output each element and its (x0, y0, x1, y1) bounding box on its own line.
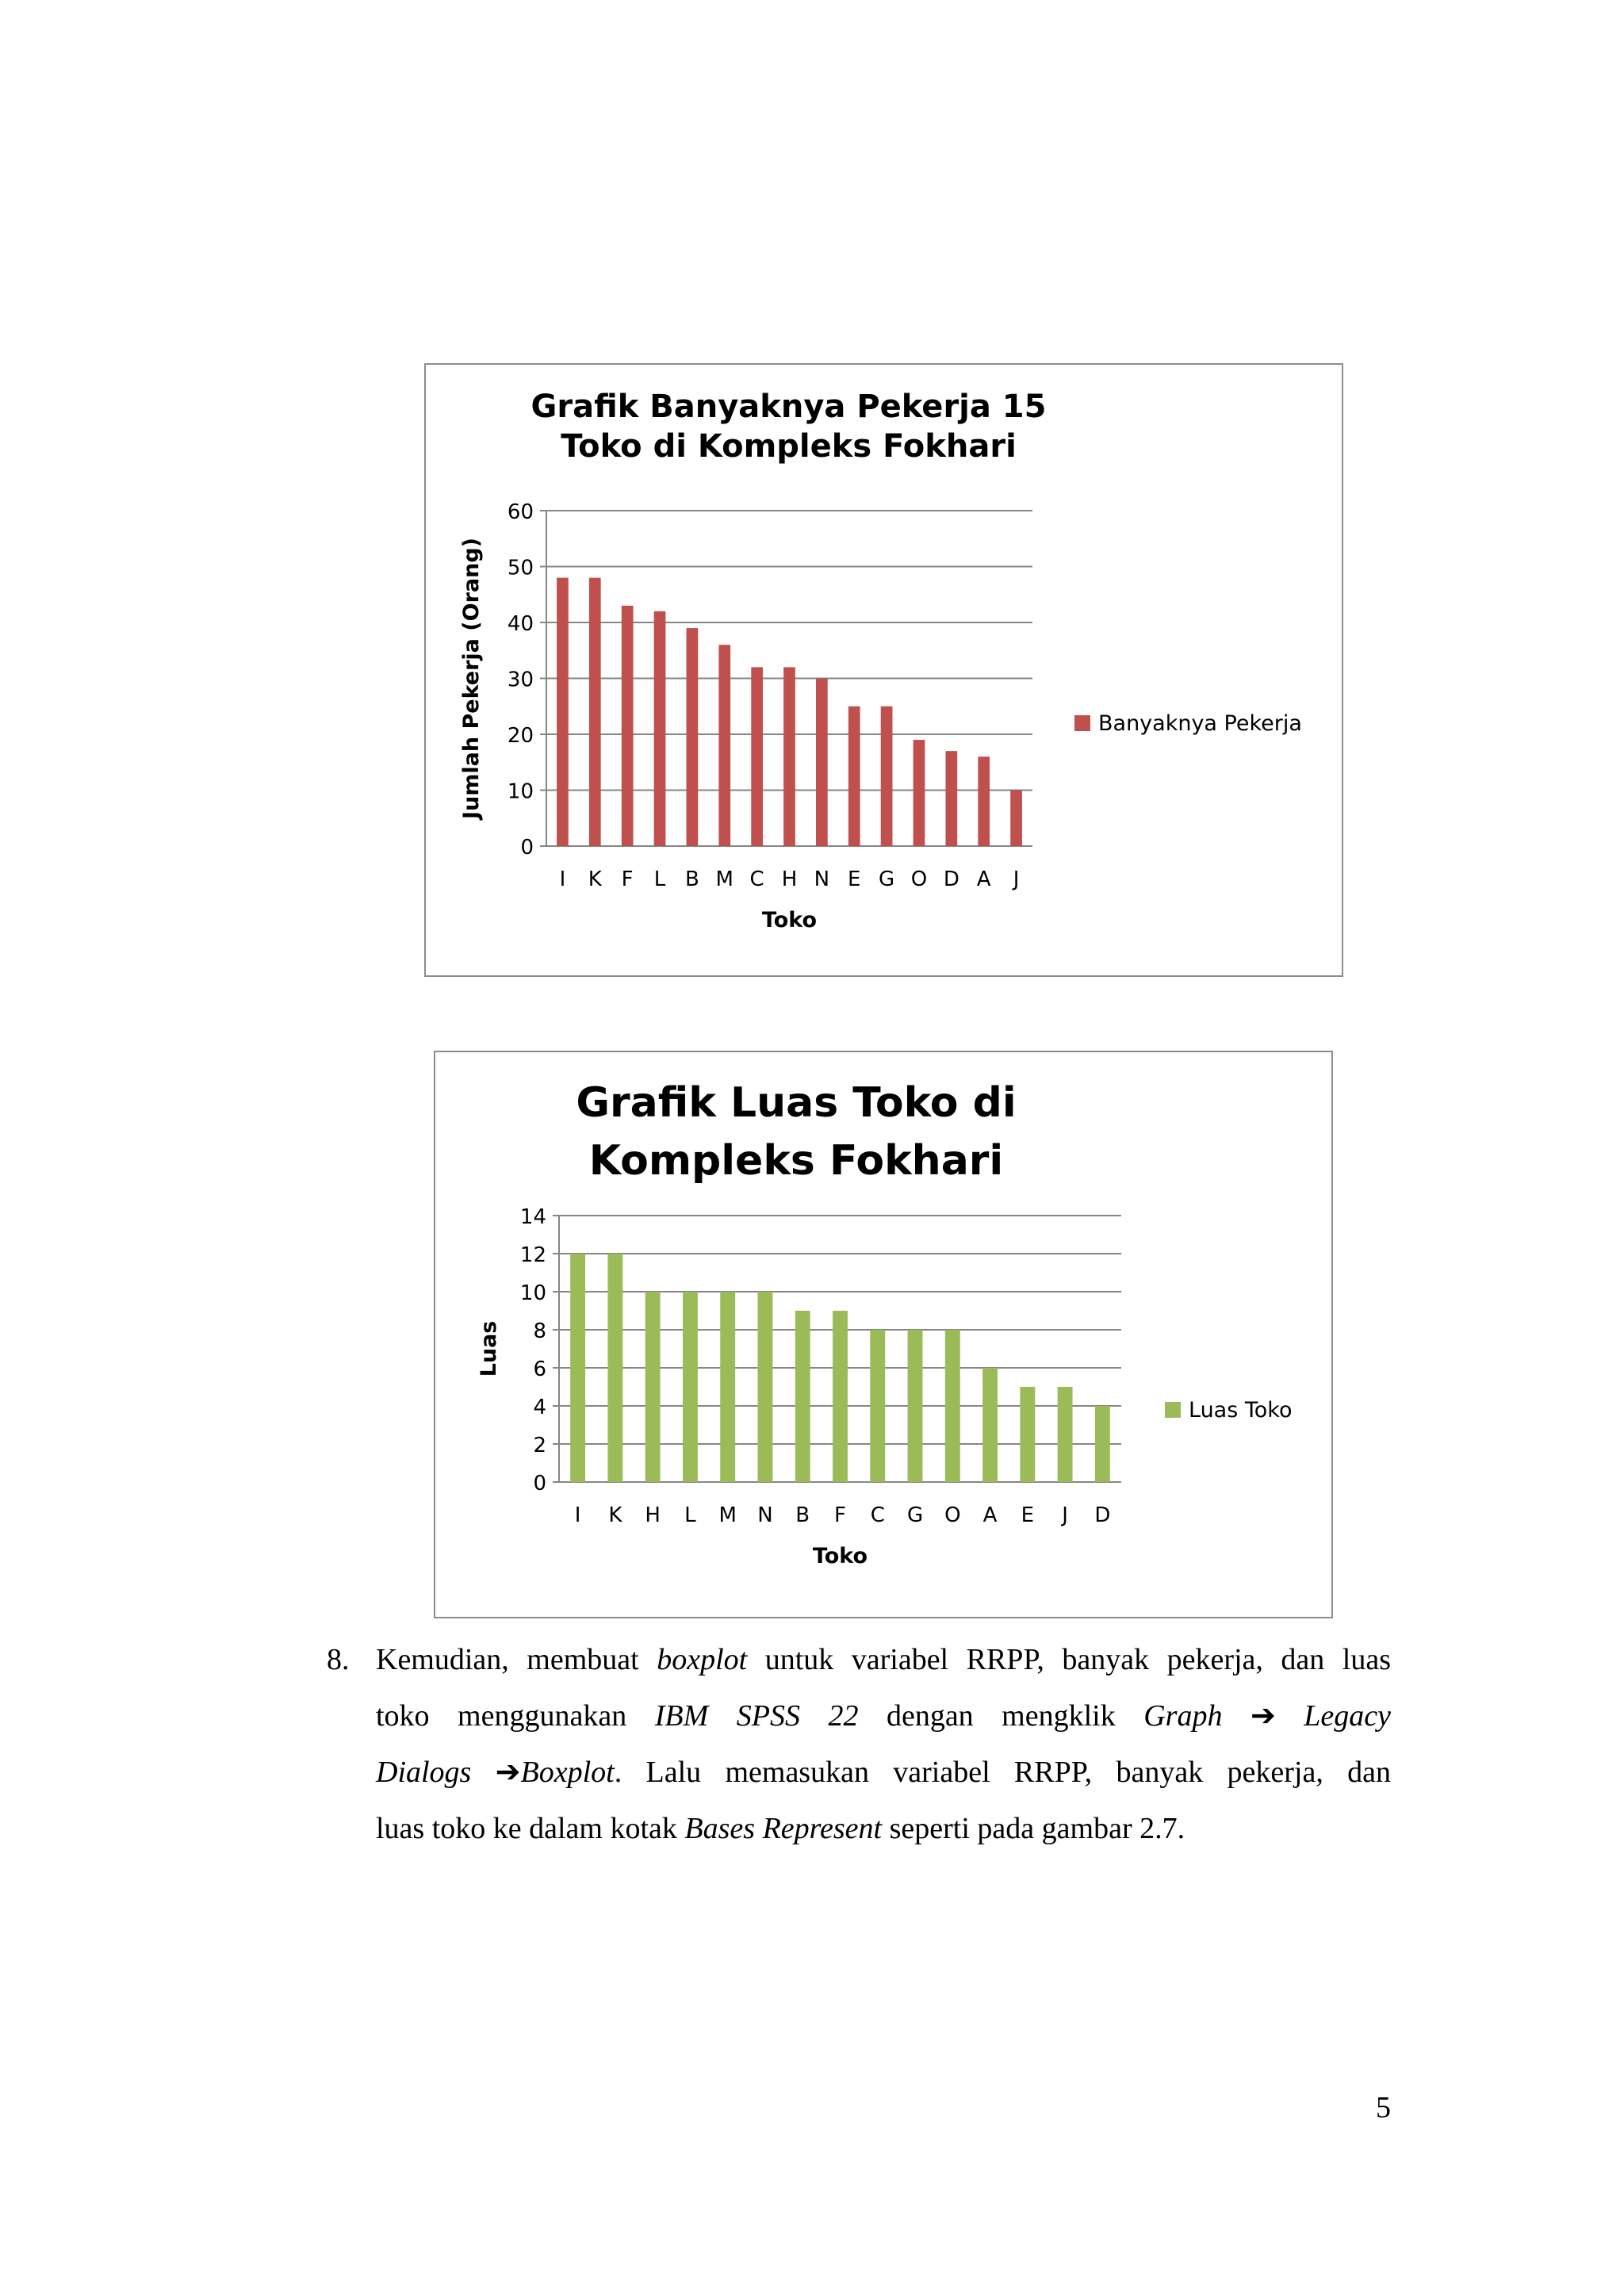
x-tick-label: J (1062, 1503, 1068, 1527)
bar-N (816, 679, 828, 847)
x-tick-label: L (684, 1503, 696, 1527)
text-run: Dialogs (376, 1756, 472, 1789)
text-run: ➔ (471, 1756, 521, 1789)
x-tick-label: O (944, 1503, 961, 1527)
x-tick-label: C (870, 1503, 885, 1527)
y-tick-label: 2 (533, 1434, 546, 1457)
x-tick-label: I (559, 867, 566, 891)
bar-F (622, 606, 634, 846)
x-tick-label: I (574, 1503, 581, 1527)
x-tick-label: G (906, 1503, 924, 1527)
legend-label: Banyaknya Pekerja (1098, 711, 1302, 736)
bar-B (687, 628, 699, 846)
text-run: untuk variabel RRPP, banyak pekerja, dan luas (747, 1643, 1391, 1676)
x-tick-label: D (1094, 1503, 1111, 1527)
x-tick-label: B (684, 867, 699, 891)
bar-H (783, 667, 795, 846)
x-tick-label: H (645, 1503, 661, 1527)
bar-A (978, 756, 990, 846)
x-tick-label: A (982, 1503, 998, 1527)
y-tick-label: 14 (519, 1205, 546, 1229)
text-run: IBM SPSS 22 (654, 1699, 859, 1733)
chart-title: Grafik Luas Toko di Kompleks Fokhari (576, 1079, 1017, 1185)
y-tick-label: 0 (520, 836, 534, 860)
bar-G (908, 1330, 923, 1482)
bar-K (589, 578, 601, 846)
x-tick-label: A (976, 867, 991, 891)
text-run: . Lalu memasukan variabel RRPP, banyak pekerja, dan (614, 1756, 1391, 1789)
chart-area-svg (435, 1052, 1331, 1617)
bar-L (683, 1292, 698, 1482)
x-tick-label: E (848, 867, 861, 891)
bar-K (607, 1254, 622, 1482)
x-tick-label: J (1013, 867, 1020, 891)
bar-J (1058, 1387, 1073, 1482)
paragraph-line (376, 1632, 1391, 1688)
text-run: Graph (1143, 1699, 1223, 1733)
chart-workers (424, 363, 1343, 977)
text-run: boxplot (657, 1643, 748, 1676)
bar-B (795, 1311, 810, 1482)
bar-G (881, 707, 893, 846)
bar-M (720, 1292, 735, 1482)
y-tick-label: 4 (533, 1396, 546, 1419)
legend-label: Luas Toko (1189, 1398, 1293, 1423)
bar-O (914, 740, 925, 846)
legend-swatch (1165, 1402, 1181, 1418)
x-tick-label: B (795, 1503, 810, 1527)
y-tick-label: 8 (533, 1319, 546, 1343)
chart-workers-svg (426, 365, 1342, 975)
bar-H (645, 1292, 661, 1482)
bar-M (718, 645, 730, 846)
y-tick-label: 10 (519, 1281, 546, 1305)
y-tick-label: 0 (533, 1472, 546, 1496)
chart-title: Grafik Banyaknya Pekerja 15 Toko di Kompleks Fokhari (530, 389, 1047, 465)
list-number: 8. (327, 1643, 350, 1676)
body-paragraph (376, 1632, 1391, 1857)
text-run: Bases Represent (684, 1812, 883, 1845)
y-tick-label: 12 (519, 1243, 546, 1267)
paragraph-line (376, 1744, 1391, 1801)
y-axis-label: Luas (477, 1320, 501, 1377)
bar-E (1020, 1387, 1035, 1482)
x-tick-label: L (653, 867, 666, 891)
bar-J (1010, 791, 1022, 847)
bar-N (758, 1292, 773, 1482)
bar-C (751, 667, 763, 846)
y-tick-label: 6 (533, 1358, 546, 1381)
y-tick-label: 50 (507, 556, 534, 580)
bar-A (982, 1368, 998, 1482)
text-run: Legacy (1304, 1699, 1392, 1733)
bar-D (945, 751, 957, 846)
y-tick-label: 20 (507, 724, 534, 748)
x-tick-label: M (715, 867, 733, 891)
text-run: dengan mengklik (858, 1699, 1144, 1733)
x-tick-label: C (749, 867, 764, 891)
bar-C (870, 1330, 885, 1482)
y-axis-label: Jumlah Pekerja (Orang) (459, 537, 484, 820)
bar-D (1095, 1406, 1110, 1482)
paragraph-line (376, 1688, 1391, 1744)
legend-swatch (1074, 715, 1090, 731)
bar-E (848, 707, 860, 846)
x-tick-label: D (943, 867, 959, 891)
x-tick-label: N (757, 1503, 773, 1527)
x-tick-label: F (621, 867, 634, 891)
x-tick-label: G (879, 867, 895, 891)
y-tick-label: 30 (507, 668, 534, 692)
text-run: Boxplot (520, 1756, 615, 1789)
x-tick-label: M (718, 1503, 737, 1527)
page-number: 5 (1376, 2091, 1391, 2124)
x-tick-label: E (1021, 1503, 1035, 1527)
text-run: Kemudian, membuat (376, 1643, 657, 1676)
text-run: toko menggunakan (376, 1699, 655, 1733)
paragraph-line (376, 1801, 1391, 1857)
y-tick-label: 40 (507, 612, 534, 636)
bar-O (945, 1330, 960, 1482)
x-tick-label: K (588, 867, 602, 891)
text-run: ➔ (1222, 1699, 1304, 1733)
bar-I (570, 1254, 585, 1482)
bar-I (557, 578, 569, 846)
y-tick-label: 60 (507, 500, 534, 524)
x-tick-label: O (910, 867, 928, 891)
y-tick-label: 10 (507, 779, 534, 804)
text-run: luas toko ke dalam kotak (376, 1812, 685, 1845)
x-tick-label: F (834, 1503, 846, 1527)
x-axis-label: Toko (812, 1544, 868, 1568)
x-tick-label: N (814, 867, 830, 891)
text-run: seperti pada gambar 2.7. (882, 1812, 1185, 1845)
bar-L (654, 611, 666, 846)
x-tick-label: H (781, 867, 798, 891)
x-axis-label: Toko (761, 908, 818, 933)
chart-area (434, 1051, 1333, 1618)
x-tick-label: K (608, 1503, 622, 1527)
bar-F (833, 1311, 848, 1482)
